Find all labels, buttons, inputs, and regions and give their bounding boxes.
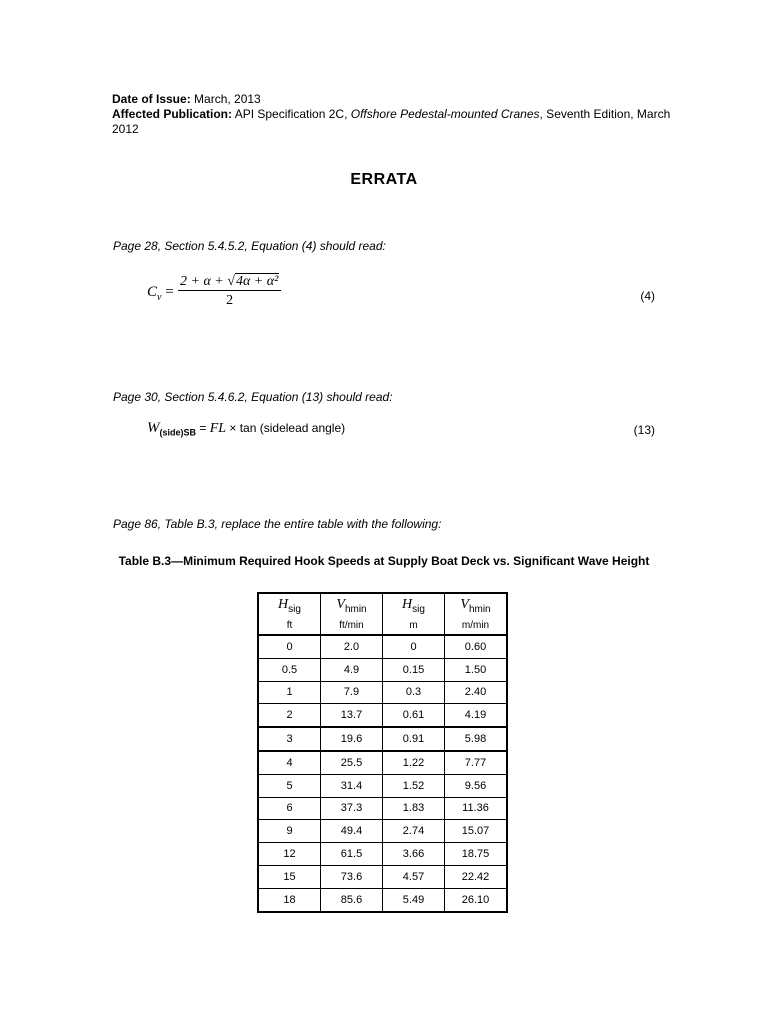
table-cell: 6 bbox=[258, 797, 321, 820]
table-cell: 19.6 bbox=[321, 727, 383, 751]
table-row bbox=[258, 681, 507, 704]
table-header-row bbox=[258, 593, 507, 635]
page-title: ERRATA bbox=[350, 171, 418, 188]
table-cell: 7.9 bbox=[321, 681, 383, 704]
equation-4-denominator: 2 bbox=[226, 293, 234, 308]
table-cell: 85.6 bbox=[321, 888, 383, 911]
table-cell: 31.4 bbox=[321, 774, 383, 797]
table-cell: 1.22 bbox=[383, 751, 445, 774]
table-cell: 25.5 bbox=[321, 751, 383, 774]
publication-spec: API Specification 2C, bbox=[232, 107, 351, 121]
table-cell: 0 bbox=[383, 635, 445, 658]
table-row bbox=[258, 727, 507, 751]
table-cell: 4.9 bbox=[321, 658, 383, 681]
table-cell: 0.5 bbox=[258, 658, 321, 681]
column-header: $H_{sig}$ ft bbox=[258, 593, 321, 635]
table-caption: Table B.3—Minimum Required Hook Speeds at Supply Boat Deck vs. Significant Wave Height bbox=[118, 554, 650, 568]
equation-4-lhs: $C_v$ = bbox=[147, 284, 174, 303]
table-cell: 12 bbox=[258, 843, 321, 866]
equation-4 bbox=[0, 274, 768, 314]
table-row bbox=[258, 635, 507, 658]
equation-4-numerator: 2 + α + √4α + α² bbox=[178, 274, 281, 291]
table-cell: 0.61 bbox=[383, 704, 445, 727]
table-cell: 26.10 bbox=[445, 888, 508, 911]
errata-note-table-b3: Page 86, Table B.3, replace the entire table with the following: bbox=[113, 517, 442, 531]
table-row bbox=[258, 865, 507, 888]
table-cell: 1 bbox=[258, 681, 321, 704]
table-cell: 2 bbox=[258, 704, 321, 727]
table-cell: 37.3 bbox=[321, 797, 383, 820]
table-cell: 1.52 bbox=[383, 774, 445, 797]
table-cell: 2.74 bbox=[383, 820, 445, 843]
publication-title: Offshore Pedestal-mounted Cranes bbox=[350, 107, 540, 121]
table-cell: 4 bbox=[258, 751, 321, 774]
table-cell: 13.7 bbox=[321, 704, 383, 727]
equation-4-number: (4) bbox=[640, 289, 655, 303]
table-row bbox=[258, 797, 507, 820]
errata-note-equation-13: Page 30, Section 5.4.6.2, Equation (13) should read: bbox=[113, 390, 393, 404]
table-cell: 9.56 bbox=[445, 774, 508, 797]
date-label: Date of Issue: bbox=[112, 92, 191, 106]
table-cell: 5.98 bbox=[445, 727, 508, 751]
equation-13-expression: $W_{(side)SB}$ = FL × tan (sidelead angle) bbox=[147, 420, 346, 438]
table-cell: 15 bbox=[258, 865, 321, 888]
table-cell: 4.57 bbox=[383, 865, 445, 888]
hook-speed-table bbox=[257, 592, 508, 913]
date-of-issue-line bbox=[112, 92, 672, 107]
table-cell: 15.07 bbox=[445, 820, 508, 843]
table-cell: 49.4 bbox=[321, 820, 383, 843]
table-cell: 0.3 bbox=[383, 681, 445, 704]
table-cell: 73.6 bbox=[321, 865, 383, 888]
table-cell: 4.19 bbox=[445, 704, 508, 727]
table-row bbox=[258, 751, 507, 774]
table-cell: 0 bbox=[258, 635, 321, 658]
publication-edition: , Seventh Edition, March 2012 bbox=[112, 107, 671, 136]
column-header: $V_{hmin}$ m/min bbox=[445, 593, 508, 635]
table-cell: 2.0 bbox=[321, 635, 383, 658]
table-cell: 61.5 bbox=[321, 843, 383, 866]
equation-13 bbox=[0, 420, 768, 442]
table-row bbox=[258, 704, 507, 727]
table-cell: 1.83 bbox=[383, 797, 445, 820]
table-cell: 18 bbox=[258, 888, 321, 911]
table-cell: 18.75 bbox=[445, 843, 508, 866]
affected-publication-line bbox=[112, 107, 672, 137]
table-cell: 5.49 bbox=[383, 888, 445, 911]
table-cell: 22.42 bbox=[445, 865, 508, 888]
table-row bbox=[258, 888, 507, 911]
issue-header bbox=[112, 92, 672, 137]
column-header: $H_{sig}$ m bbox=[383, 593, 445, 635]
date-value: March, 2013 bbox=[190, 92, 261, 106]
table-cell: 5 bbox=[258, 774, 321, 797]
equation-4-fraction bbox=[178, 274, 281, 309]
table-cell: 3.66 bbox=[383, 843, 445, 866]
errata-note-equation-4: Page 28, Section 5.4.5.2, Equation (4) should read: bbox=[113, 239, 386, 253]
table-cell: 9 bbox=[258, 820, 321, 843]
table-cell: 1.50 bbox=[445, 658, 508, 681]
table-row bbox=[258, 658, 507, 681]
table-cell: 11.36 bbox=[445, 797, 508, 820]
table-cell: 7.77 bbox=[445, 751, 508, 774]
table-cell: 0.91 bbox=[383, 727, 445, 751]
table-row bbox=[258, 843, 507, 866]
table-cell: 0.60 bbox=[445, 635, 508, 658]
table-cell: 0.15 bbox=[383, 658, 445, 681]
table-row bbox=[258, 774, 507, 797]
column-header: $V_{hmin}$ ft/min bbox=[321, 593, 383, 635]
table-cell: 2.40 bbox=[445, 681, 508, 704]
publication-label: Affected Publication: bbox=[112, 107, 233, 121]
table-cell: 3 bbox=[258, 727, 321, 751]
equation-13-number: (13) bbox=[633, 423, 655, 437]
table-row bbox=[258, 820, 507, 843]
